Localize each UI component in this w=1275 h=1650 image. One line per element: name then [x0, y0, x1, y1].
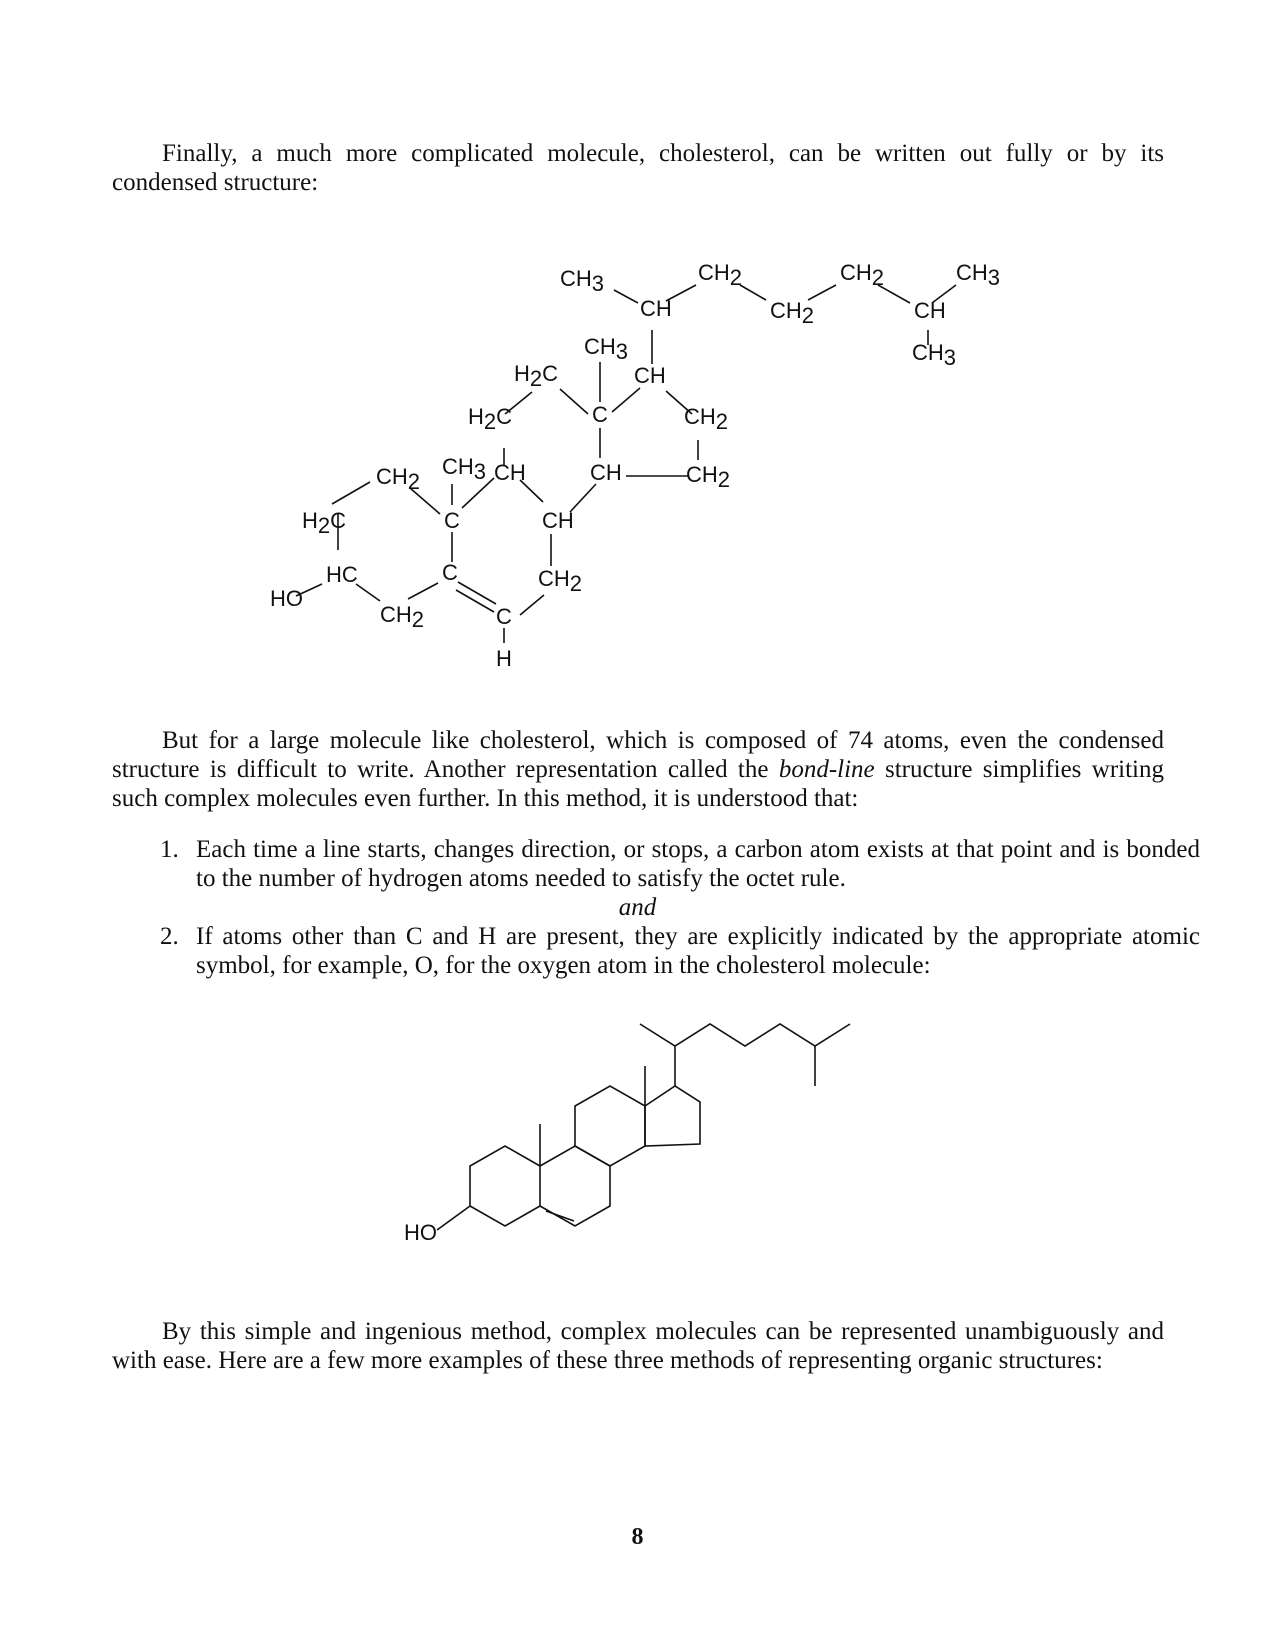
- label-ch-c20: CH: [640, 296, 672, 321]
- label-ch2-a-bottom: CH2: [380, 602, 425, 632]
- label-ch3-c10: CH3: [442, 454, 487, 484]
- label-ch3-c26: CH3: [956, 260, 1001, 290]
- label-h2c-c12: H2C: [514, 361, 559, 391]
- rule-text-2: If atoms other than C and H are present, they are explicitly indicated by the appropriate atomic symbol, for example, O, for the oxygen atom in the cholesterol molecule:: [196, 923, 1200, 979]
- label-c13: C: [592, 402, 608, 427]
- bond-line-term: bond-line: [778, 756, 875, 783]
- label-ch-c8: CH: [494, 460, 526, 485]
- label-ho: HO: [270, 586, 303, 611]
- label-c6: C: [496, 604, 512, 629]
- label-h2c-c11: H2C: [468, 404, 513, 434]
- label-h2c-ring-a: H2C: [302, 508, 347, 538]
- label-ch2-c15: CH2: [684, 404, 729, 434]
- label-ch-c17: CH: [634, 363, 666, 388]
- bond-line-text-before: But for a large molecule like cholesterol, which is composed of 74 atoms, even the condensed structure is difficult to write. Another representation called the: [112, 727, 1164, 783]
- closing-paragraph: [112, 1317, 1164, 1375]
- rule-number-2: 2.: [160, 923, 179, 950]
- label-ch3-c13: CH3: [584, 334, 629, 364]
- label-c10: C: [444, 508, 460, 533]
- label-ch2-a-top: CH2: [376, 464, 421, 494]
- label-ch2-c16: CH2: [686, 462, 731, 492]
- label-h6: H: [496, 646, 512, 671]
- label-ch3-c21: CH3: [560, 266, 605, 296]
- closing-text: By this simple and ingenious method, complex molecules can be represented unambiguously and with ease. Here are a few more examples of these three methods of representing organic structures:: [112, 1318, 1164, 1374]
- intro-text: Finally, a much more complicated molecule, cholesterol, can be written out fully or by its condensed structure:: [112, 140, 1164, 196]
- label-ch2-c7: CH2: [538, 566, 583, 596]
- label-hc: HC: [326, 562, 358, 587]
- rule-text-1: Each time a line starts, changes direction, or stops, a carbon atom exists at that point and is bonded to the number of hydrogen atoms needed to satisfy the octet rule.: [196, 836, 1200, 892]
- label-ch-c14: CH: [590, 460, 622, 485]
- label-ch2-c23: CH2: [770, 298, 815, 328]
- label-ch2-c24: CH2: [840, 260, 885, 290]
- bond-line-label-ho: HO: [404, 1220, 437, 1245]
- bond-line-skeleton: [437, 1024, 850, 1230]
- label-ch-c25: CH: [914, 298, 946, 323]
- label-c5: C: [442, 560, 458, 585]
- label-ch2-c22: CH2: [698, 260, 743, 290]
- connector-and: and: [618, 894, 657, 921]
- bond-line-text-after: structure simplifies writing such complex molecules even further. In this method, it is understood that:: [112, 756, 1164, 812]
- rule-number-1: 1.: [160, 836, 179, 863]
- label-ch-c9: CH: [542, 508, 574, 533]
- page-number: 8: [631, 1524, 644, 1550]
- label-ch3-c27: CH3: [912, 340, 957, 370]
